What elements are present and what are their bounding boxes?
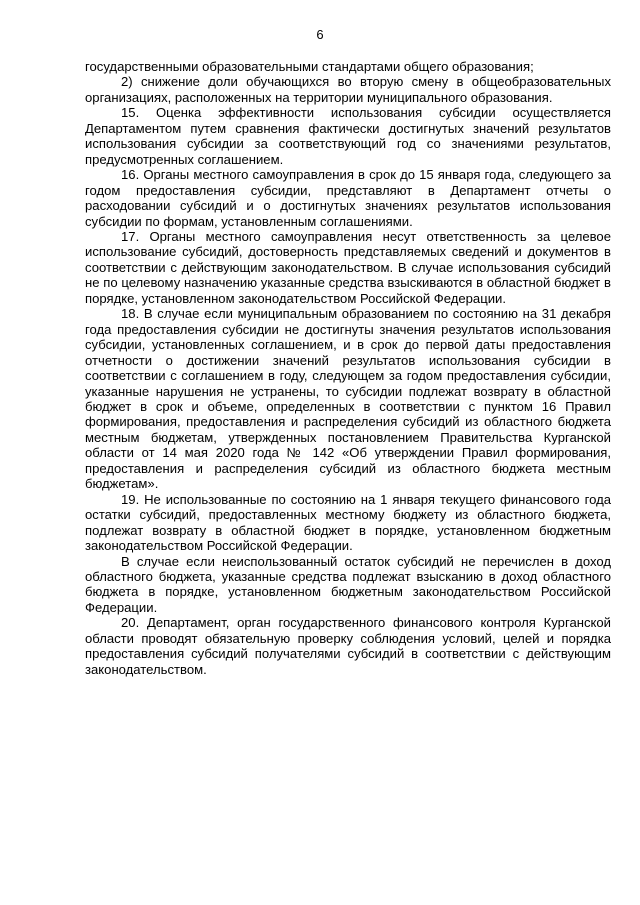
paragraph-continuation: государственными образовательными стандартами общего образования; [85, 59, 534, 74]
paragraph-clause-17: 17. Органы местного самоуправления несут ответственность за целевое использование субсидий, достоверность представляемых сведений и документов в соответствии с действующим законодательством. В случае использования субсидий не по целевому назначению указанные средства взыскиваются в областной бюджет в порядке, установленном законодательством Российской Федерации. [85, 228, 611, 306]
paragraph-clause-16: 16. Органы местного самоуправления в срок до 15 января года, следующего за годом предоставления субсидии, представляют в Департамент отчеты о расходовании субсидий и о достигнутых значениях результатов использования субсидии по формам, установленным соглашениями. [85, 167, 611, 229]
paragraph-clause-19: 19. Не использованные по состоянию на 1 января текущего финансового года остатки субсидий, предоставленных местному бюджету из областного бюджета, подлежат возврату в областной бюджет в порядке, установленном бюджетным законодательством Российской Федерации. [85, 491, 611, 554]
paragraph-item-2: 2) снижение доли обучающихся во вторую смену в общеобразовательных организациях, расположенных на территории муниципального образования. [85, 74, 611, 105]
paragraph-clause-20: 20. Департамент, орган государственного финансового контроля Курганской области проводят обязательную проверку соблюдения условий, целей и порядка предоставления субсидий получателями субсидий в соответствии с действующим законодательством. [85, 615, 611, 677]
page-number: 6 [316, 27, 324, 42]
paragraph-clause-18: 18. В случае если муниципальным образованием по состоянию на 31 декабря года предоставления субсидии не достигнуты значения результатов использования субсидии, установленных соглашением, и в срок до первой даты предоставления отчетности о достижении значений результатов использования субсидии в соответствии с соглашением в году, следующем за годом предоставления субсидии, указанные нарушения не устранены, то субсидии подлежат возврату в областной бюджет в срок и объеме, определенных в соответствии с пунктом 16 Правил формирования, предоставления и распределения субсидий из областного бюджета местным бюджетам, утвержденных постановлением Правительства Курганской области от 14 мая 2020 года № 142 «Об утверждении Правил формирования, предоставления и распределения субсидий из областного бюджета местным бюджетам». [85, 306, 611, 492]
paragraph-clause-15: 15. Оценка эффективности использования субсидии осуществляется Департаментом путем сравнения фактически достигнутых значений результатов использования субсидии за соответствующий год со значениями результатов, предусмотренных соглашением. [85, 105, 611, 167]
document-body [85, 59, 611, 677]
paragraph-clause-19-continued: В случае если неиспользованный остаток субсидий не перечислен в доход областного бюджета, указанные средства подлежат взысканию в доход областного бюджета в порядке, установленном бюджетным законодательством Российской Федерации. [85, 553, 611, 615]
